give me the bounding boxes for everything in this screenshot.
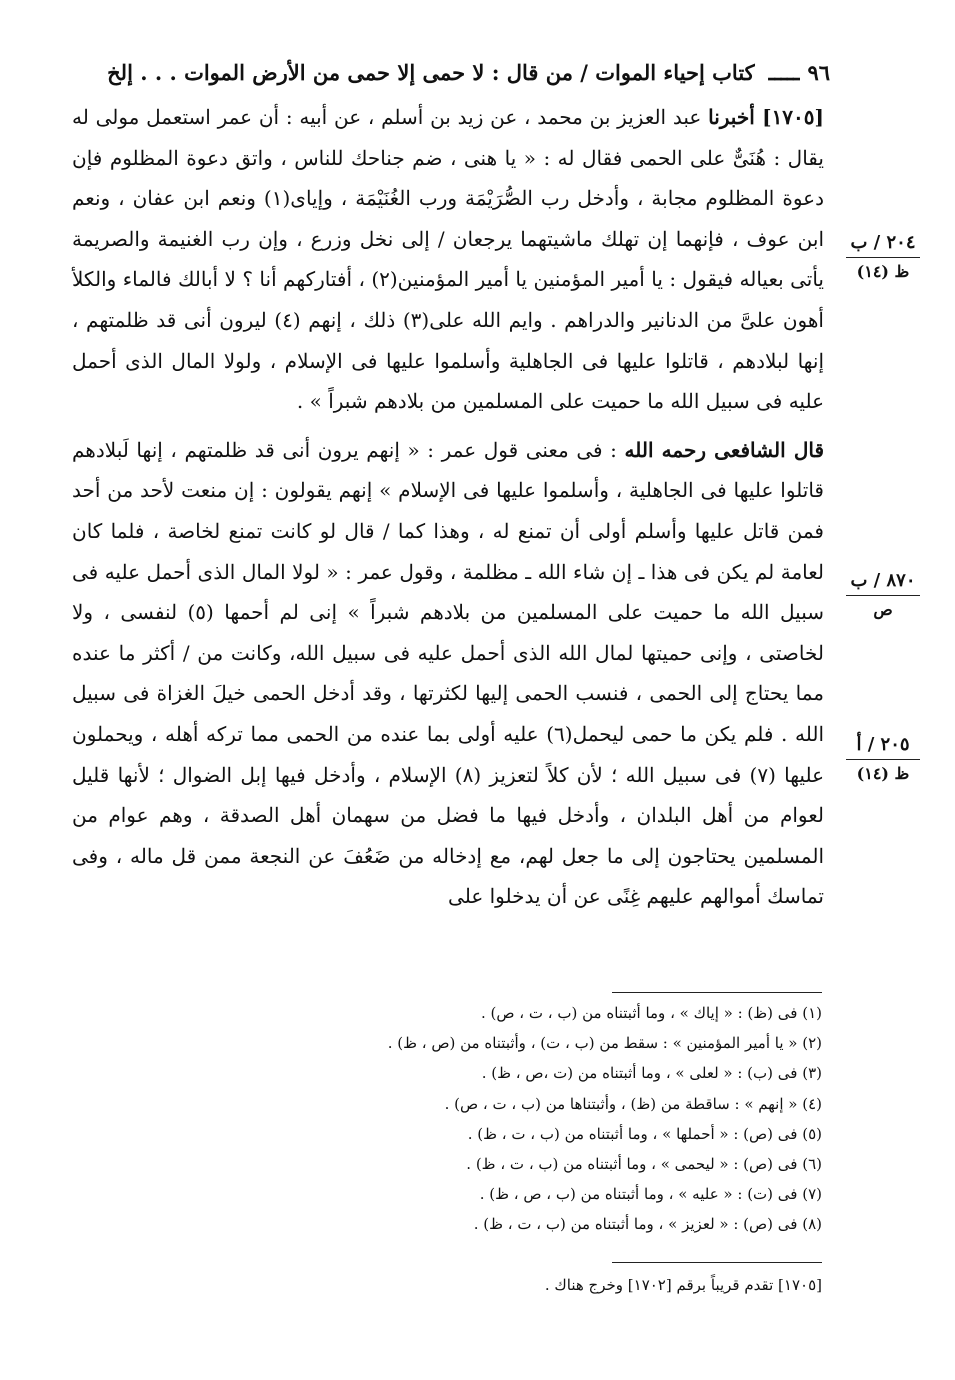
footnote: (٥) فى (ص) : « أحملها » ، وما أثبتناه من (ب ، ت ، ظ) . [467,1124,822,1143]
header-dash: ـــــ [768,59,800,85]
footnote-separator [612,992,822,993]
footnote: (٤) « إنهم » : ساقطة من (ظ) ، وأثبتناها من (ب ، ت ، ص) . [444,1094,822,1113]
footnote: (٦) فى (ص) : « ليحمى » ، وما أثبتناه من (ب ، ت ، ظ) . [466,1154,822,1173]
running-header [70,52,830,92]
source-separator [612,1262,822,1263]
page-number: ٩٦ [807,59,830,85]
folio-ref: ٢٠٤ / ب [846,232,920,258]
footnote: (٧) فى (ت) : « عليه » ، وما أثبتناه من (ب ، ص ، ظ) . [479,1185,822,1204]
paragraph-1705 [72,97,824,422]
footnotes [330,998,822,1240]
header-title: كتاب إحياء الموات / من قال : لا حمى إلا حمى من الأرض الموات . . . إلخ [107,59,755,85]
manuscript-ref: ص [873,600,893,619]
paragraph-shafii-commentary [72,430,824,917]
folio-ref: ٢٠٥ / أ [846,734,920,760]
source-note: [١٧٠٥] تقدم قريباً برقم [١٧٠٢] وخرج هناك . [544,1276,822,1294]
paragraph-1-text: عبد العزيز بن محمد ، عن زيد بن أسلم ، عن أبيه : أن عمر استعمل مولى له يقال : هُنَىٌّ على الحمى فقال له : « يا هنى ، ضم جناحك للناس ، واتق دعوة المظلوم فإن دعوة المظلوم مجابة ، وأدخل رب الصُّرَيْمَة ورب الغُنَيْمَة ، وإياى(١) ونعم ابن عفان ، ونعم ابن عوف ، فإنهما إن تهلك ماشيتهما يرجعان / إلى نخل وزرع ، وإن رب الغنيمة والصريمة يأتى بعياله فيقول : يا أمير المؤمنين يا أمير المؤمنين(٢) ، أفتاركهم أنا ؟ لا أبالك فالماء والكلأ أهون علىَّ من الدنانير والدراهم . وايم الله على(٣) ذلك ، إنهم (٤) ليرون أنى قد ظلمتهم ، إنها لبلادهم ، قاتلوا عليها فى الجاهلية وأسلموا عليها فى الإسلام ، ولولا المال الذى أحمل عليه فى سبيل الله ما حميت على المسلمين من بلادهم شبراً » . [72,105,824,414]
margin-folio-note-1 [846,232,920,283]
main-text [72,97,824,917]
footnote: (٣) فى (ب) : « لعلى » ، وما أثبتناه من (ت ،ص ، ظ) . [481,1064,822,1083]
margin-folio-note-2 [846,570,920,621]
paragraph-2-text: : فى معنى قول عمر : « إنهم يرون أنى قد ظلمتهم ، إنها لَبلادهم قاتلوا عليها فى الجاهلية ، وأسلموا عليها فى الإسلام » إنهم يقولون : إن منعت لأحد من أحد فمن قاتل عليها وأسلم أولى أن تمنع له ، وهذا كما / قال لو كانت تمنع لخاصة ، فلما كان لعامة لم يكن فى هذا ـ إن شاء الله ـ مظلمة ، وقول عمر : « لولا المال الذى أحمل عليه فى سبيل الله ما حميت على المسلمين من بلادهم شبراً » إنى لم أحمها (٥) لنفسى ، ولا لخاصتى ، وإنى حميتها لمال الله الذى أحمل عليه فى سبيل الله، وكانت من / أكثر ما عنده مما يحتاج إلى الحمى ، فنسب الحمى إليها لكثرتها ، وقد أدخل الحمى خيلَ الغزاة فى سبيل الله . فلم يكن ما حمى ليحمل(٦) عليه أولى بما عنده من الحمى مما تركه أهله ، ويحملون عليها (٧) فى سبيل الله ؛ لأن كلاً لتعزيز (٨) الإسلام ، وأدخل فيها إبل الضوال ؛ لأنها قليل لعوام من أهل البلدان ، وأدخل فيها ما فضل من سهمان أهل الصدقة ، وهم عوام من المسلمين يحتاجون إلى ما جعل لهم، مع إدخاله من ضَعُفَ عن النجعة ممن قل ماله ، وفى تماسك أموالهم عليهم غِنًى عن أن يدخلوا على [72,437,824,909]
footnote: (٢) « يا أمير المؤمنين » : سقط من (ب ، ت) ، وأثبتناه من (ص ، ظ) . [387,1034,822,1053]
manuscript-ref: ظ (١٤) [856,262,910,281]
manuscript-ref: ظ (١٤) [856,764,910,783]
footnote: (١) فى (ظ) : « إياك » ، وما أثبتناه من (ب ، ت ، ص) . [480,1004,822,1022]
footnote: (٨) فى (ص) : « لعزيز » ، وما أثبتناه من (ب ، ت ، ظ) . [473,1215,822,1234]
shafii-heading: قال الشافعى رحمه الله [624,437,825,462]
folio-ref: ٨٧٠ / ب [846,570,920,596]
hadith-number-heading: [١٧٠٥] أخبرنا [708,105,824,129]
margin-folio-note-3 [846,734,920,785]
